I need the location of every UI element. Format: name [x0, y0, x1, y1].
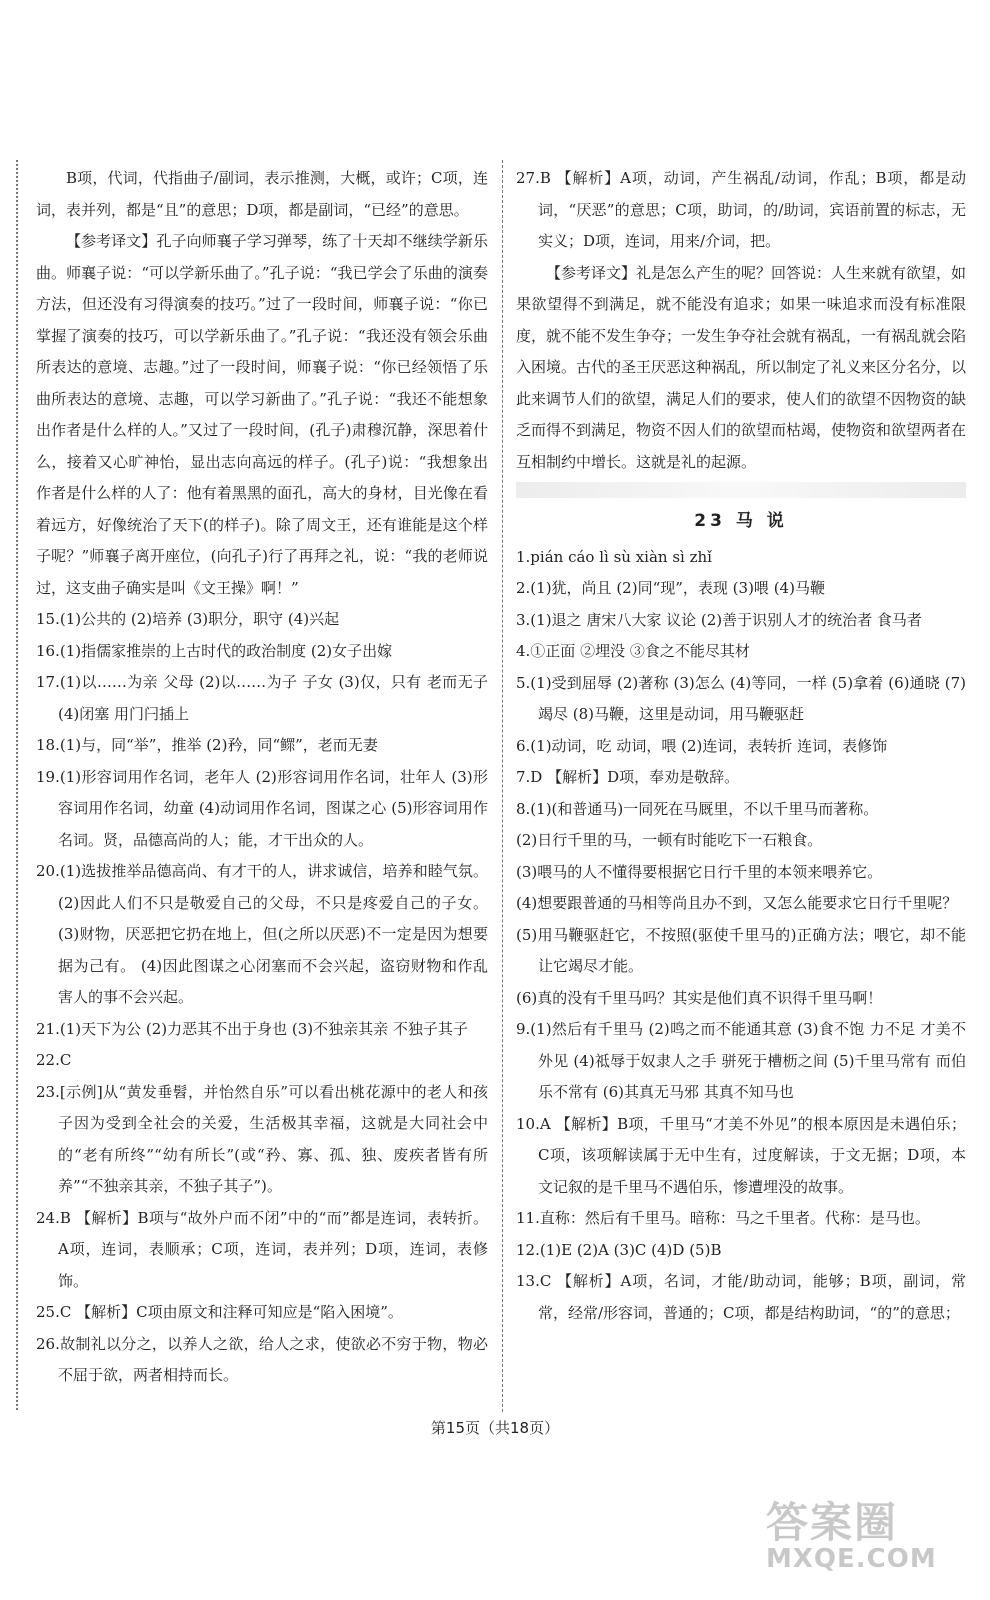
answer-item-8-2: (2)日行千里的马，一顿有时能吃下一石粮食。 [516, 831, 823, 849]
answer-item-26: 26.故制礼以分之，以养人之欲，给人之求，使欲必不穷于物，物必不屈于欲，两者相持而长。 [36, 1334, 488, 1384]
answer-item-8-3: (3)喂马的人不懂得要根据它日行千里的本领来喂养它。 [516, 862, 883, 881]
answer-item-15: 15.(1)公共的 (2)培养 (3)职分，职守 (4)兴起 [36, 610, 340, 628]
watermark [766, 1490, 956, 1574]
answer-item-8-4: (4)想要跟普通的马相等尚且办不到，又怎么能要求它日行千里呢？ [516, 894, 958, 912]
answer-item-3: 3.(1)退之 唐宋八大家 议论 (2)善于识别人才的统治者 食马者 [516, 610, 922, 629]
reference-translation: 【参考译文】礼是怎么产生的呢？回答说：人生来就有欲望，如果欲望得不到满足，就不能没有追求；如果一味追求而没有标准限度，就不能不发生争夺；一发生争夺社会就有祸乱，一有祸乱就会陷入困境。古代的圣王厌恶这种祸乱，所以制定了礼义来区分名分，以此来调节人们的欲望，满足人们的要求，使人们的欲望不因物资的缺乏而得不到满足，物资不因人们的欲望而枯竭，使物资和欲望两者在互相制约中增长。这就是礼的起源。 [516, 263, 967, 471]
answer-item-20: 20.(1)选拔推举品德高尚、有才干的人，讲求诚信，培养和睦气氛。 (2)因此人们不只是敬爱自己的父母，不只是疼爱自己的子女。 (3)财物，厌恶把它扔在地上，但(之所以厌恶)不一定是因为想要据为己有。 (4)因此图谋之心闭塞而不会兴起，盗窃财物和作乱害人的事不会兴起。 [36, 862, 488, 1006]
left-column [36, 163, 488, 1392]
page-number: 第15页（共18页） [430, 1419, 560, 1437]
answer-item-22: 22.C [36, 1051, 72, 1069]
answer-item-8-5: (5)用马鞭驱赶它，不按照(驱使千里马的)正确方法；喂它，却不能让它竭尽才能。 [516, 925, 966, 975]
answer-item-17: 17.(1)以……为亲 父母 (2)以……为子 子女 (3)仅，只有 老而无子 (4)闭塞 用门闩插上 [36, 673, 488, 723]
answer-item-7: 7.D 【解析】D项，奉劝是敬辞。 [516, 768, 740, 786]
answer-item-6: 6.(1)动词，吃 动词，喂 (2)连词，表转折 连词，表修饰 [516, 736, 888, 755]
answer-item-19: 19.(1)形容词用作名词，老年人 (2)形容词用作名词，壮年人 (3)形容词用作名词，幼童 (4)动词用作名词，图谋之心 (5)形容词用作名词。贤，品德高尚的人；能，才干出众的人。 [36, 767, 488, 849]
column-divider [502, 160, 503, 1412]
answer-item-16: 16.(1)指儒家推崇的上古时代的政治制度 (2)女子出嫁 [36, 641, 393, 660]
answer-item-11: 11.直称：然后有千里马。暗称：马之千里者。代称：是马也。 [516, 1209, 930, 1227]
watermark-url: MXQE.COM [766, 1544, 937, 1574]
answer-item-4: 4.①正面 ②埋没 ③食之不能尽其材 [516, 642, 750, 660]
answer-text: B项，代词，代指曲子/副词，表示推测，大概，或许；C项，连词，表并列，都是“且”的意思；D项，都是副词，“已经”的意思。 [36, 169, 488, 219]
answer-item-2: 2.(1)犹，尚且 (2)同“现”，表现 (3)喂 (4)马鞭 [516, 579, 825, 597]
answer-item-27: 27.B 【解析】A项，动词，产生祸乱/动词，作乱；B项，都是动词，“厌恶”的意思；C项，助词，的/助词，宾语前置的标志，无实义；D项，连词，用来/介词，把。 [516, 169, 966, 250]
answer-item-25: 25.C 【解析】C项由原文和注释可知应是“陷入困境”。 [36, 1303, 403, 1321]
answer-item-24: 24.B 【解析】B项与“故外户而不闭”中的“而”都是连词，表转折。A项，连词，表顺承；C项，连词，表并列；D项，连词，表修饰。 [36, 1208, 488, 1290]
section-header-bar [516, 482, 966, 498]
answer-item-13: 13.C 【解析】A项，名词，才能/助动词，能够；B项，副词，常常，经常/形容词，普通的；C项，都是结构助词，“的”的意思； [516, 1272, 966, 1322]
answer-item-8-6: (6)真的没有千里马吗？其实是他们真不识得千里马啊！ [516, 988, 883, 1007]
answer-item-1: 1.pián cáo lì sù xiàn sì zhǐ [516, 547, 712, 566]
answer-item-21: 21.(1)天下为公 (2)力恶其不出于身也 (3)不独亲其亲 不独子其子 [36, 1019, 468, 1038]
answer-item-9: 9.(1)然后有千里马 (2)鸣之而不能通其意 (3)食不饱 力不足 才美不外见 (4)祗辱于奴隶人之手 骈死于槽枥之间 (5)千里马常有 而伯乐不常有 (6)其真无马邪 其真不知马也 [516, 1020, 966, 1101]
reference-translation: 【参考译文】孔子向师襄子学习弹琴，练了十天却不继续学新乐曲。师襄子说：“可以学新乐曲了。”孔子说：“我已学会了乐曲的演奏方法，但还没有习得演奏的技巧。”过了一段时间，师襄子说：“你已掌握了演奏的技巧，可以学新乐曲了。”孔子说：“我还没有领会乐曲所表达的意境、志趣。”过了一段时间，师襄子说：“你已经领悟了乐曲所表达的意境、志趣，可以学习新曲了。”孔子说：“我还不能想象出作者是什么样的人。”又过了一段时间，(孔子)肃穆沉静，深思着什么，接着又心旷神怡，显出志向高远的样子。(孔子)说：“我想象出作者是什么样的人了：他有着黑黑的面孔，高大的身材，目光像在看着远方，好像统治了天下(的样子)。除了周文王，还有谁能是这个样子呢？”师襄子离开座位，(向孔子)行了再拜之礼，说：“我的老师说过，这支曲子确实是叫《文王操》啊！” [36, 232, 488, 597]
binding-dotted-line [16, 160, 18, 1410]
right-column [516, 163, 966, 1329]
answer-item-12: 12.(1)E (2)A (3)C (4)D (5)B [516, 1240, 722, 1259]
answer-item-10: 10.A 【解析】B项，千里马“才美不外见”的根本原因是未遇伯乐；C项，该项解读属于无中生有，过度解读，于文无据；D项，本文记叙的是千里马不遇伯乐，惨遭埋没的故事。 [516, 1114, 966, 1196]
watermark-logo: 答案圈 [766, 1498, 899, 1547]
answer-item-18: 18.(1)与，同“举”，推举 (2)矜，同“鳏”，老而无妻 [36, 736, 378, 754]
section-title: 23 马 说 [694, 511, 788, 531]
answer-item-23: 23.[示例]从“黄发垂髫，并怡然自乐”可以看出桃花源中的老人和孩子因为受到全社会的关爱，生活极其幸福，这就是大同社会中的“老有所终”“幼有所长”(或“矜、寡、孤、独、废疾者皆有所养”“不独亲其亲，不独子其子”)。 [36, 1082, 488, 1195]
page-footer [0, 1417, 990, 1438]
answer-item-8-1: 8.(1)(和普通马)一同死在马厩里，不以千里马而著称。 [516, 799, 879, 818]
answer-item-5: 5.(1)受到屈辱 (2)著称 (3)怎么 (4)等同，一样 (5)拿着 (6)通晓 (7)竭尽 (8)马鞭，这里是动词，用马鞭驱赶 [516, 673, 966, 723]
